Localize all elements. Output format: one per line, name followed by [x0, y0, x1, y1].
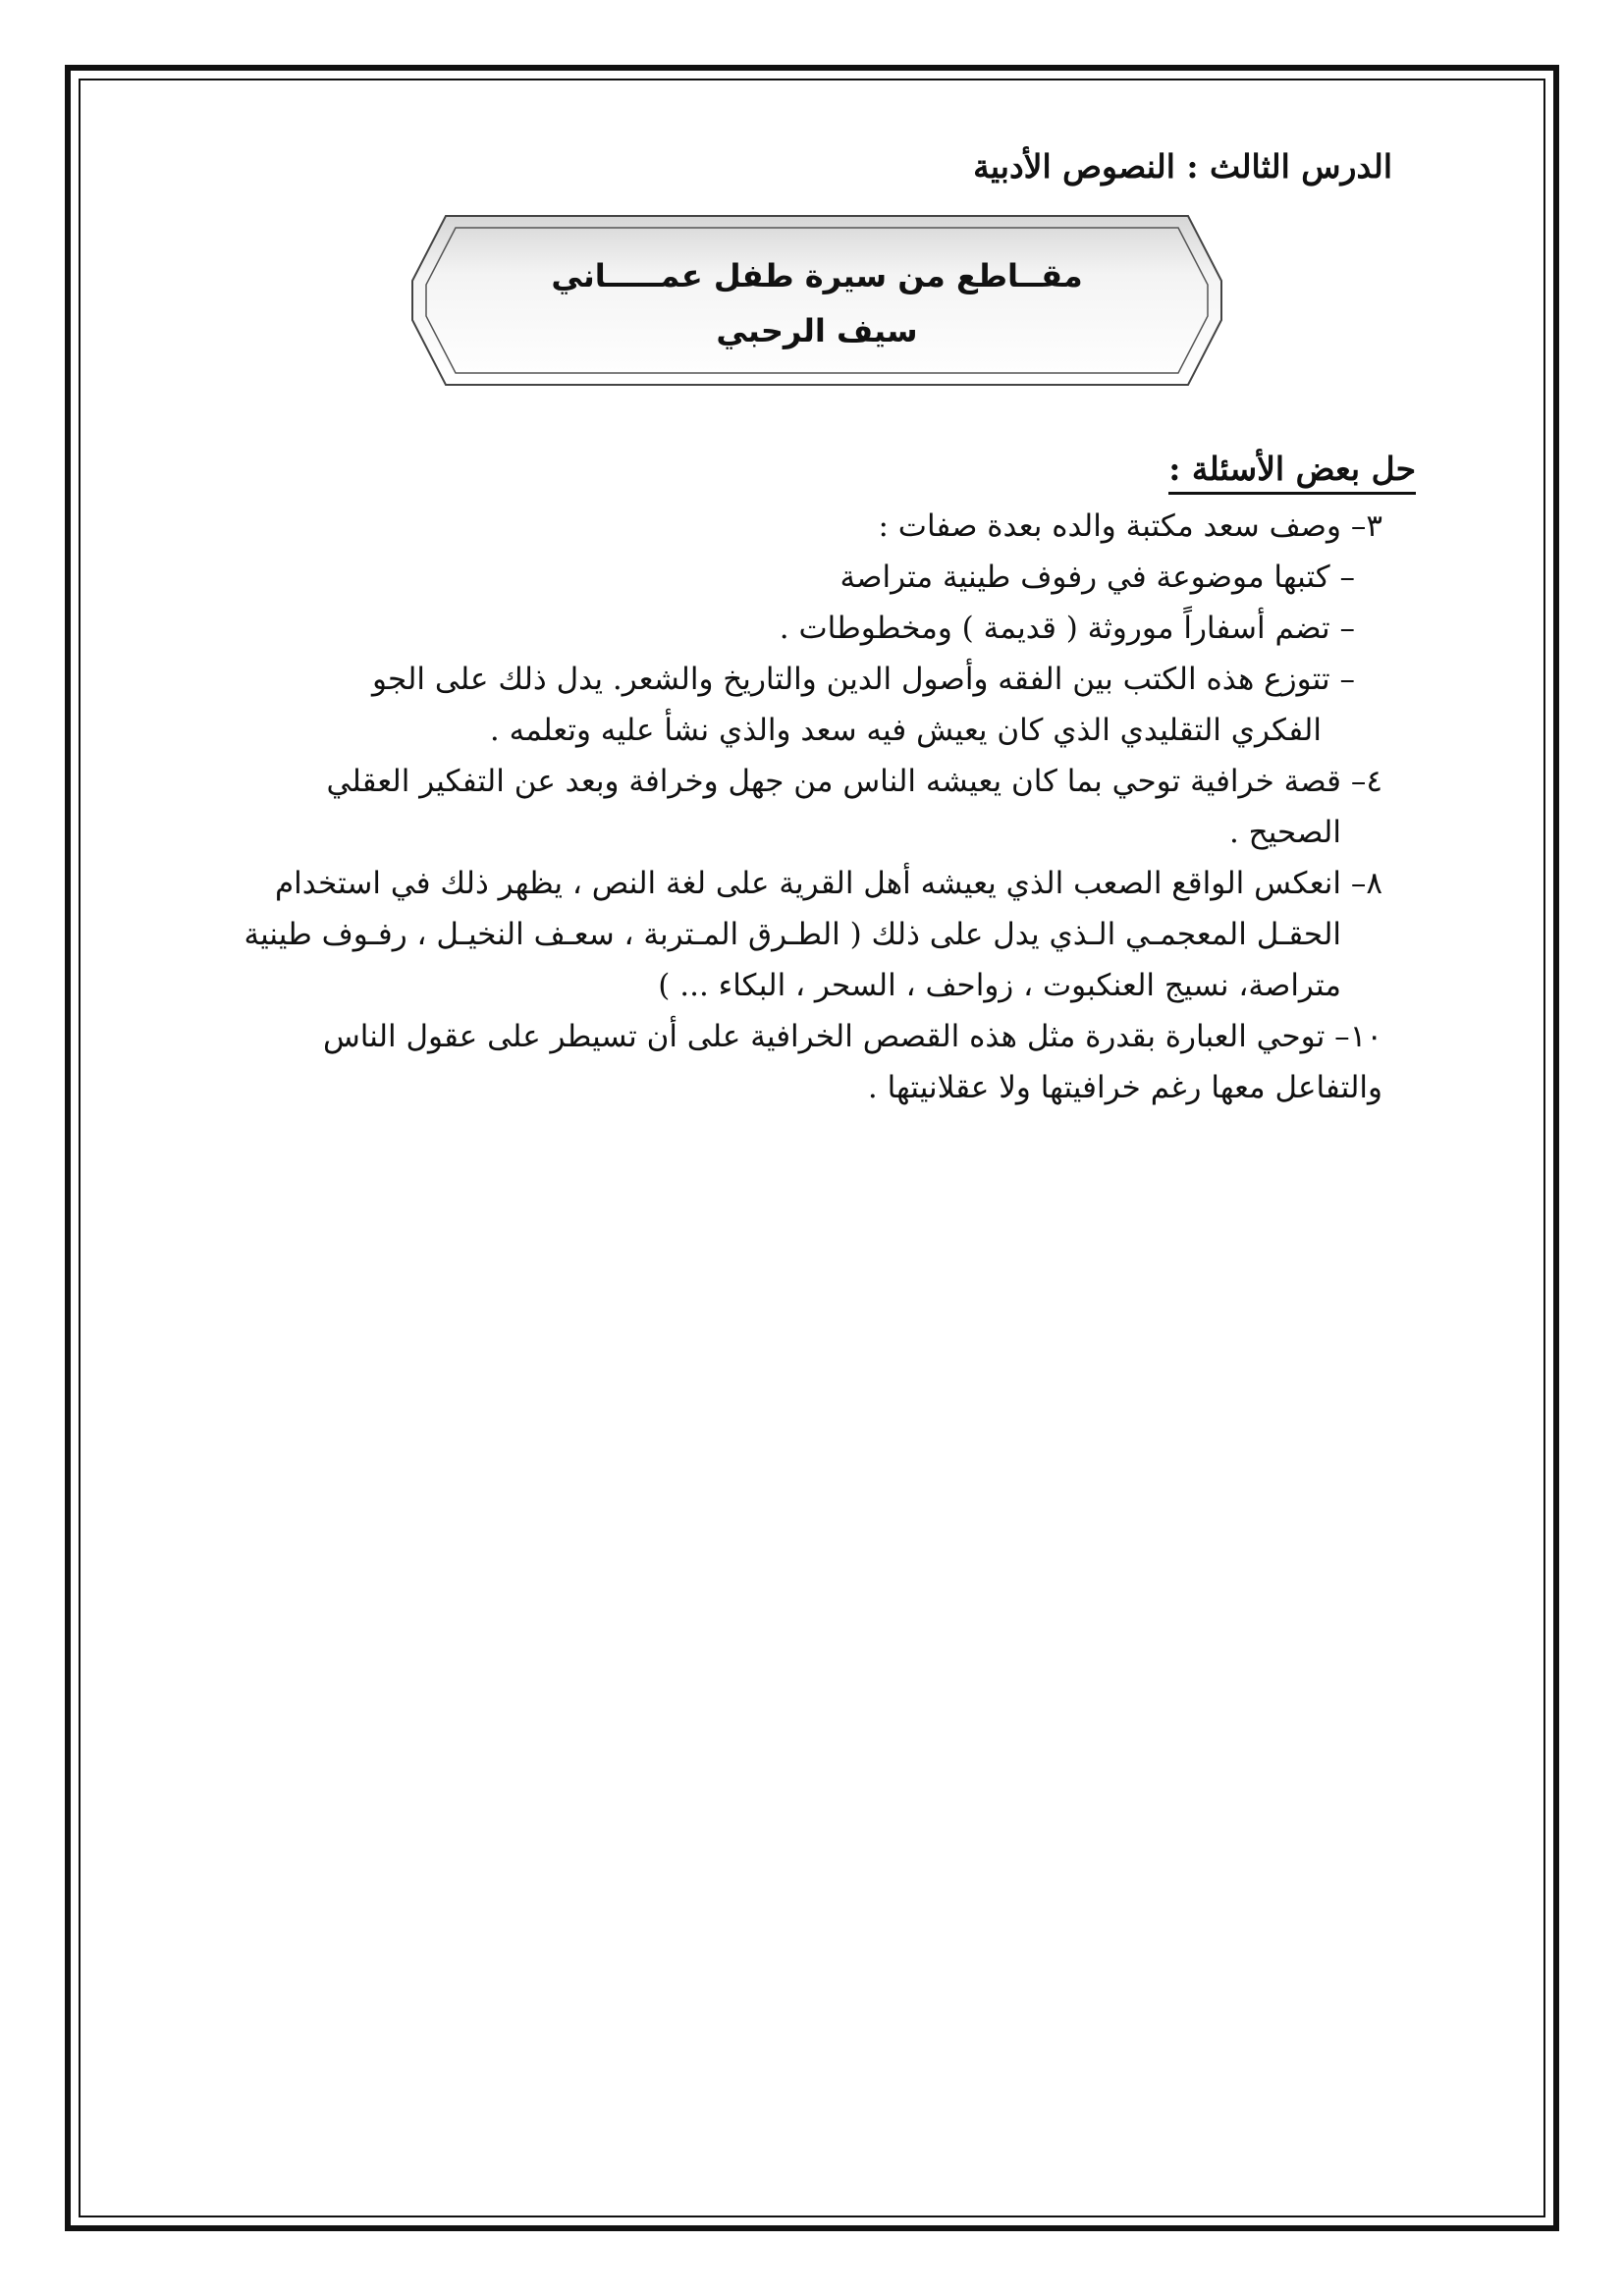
answer-q10 — [283, 1011, 1382, 1113]
answer-q8-line-1: ٨– انعكس الواقع الصعب الذي يعيشه أهل القرية على لغة النص ، يظهر ذلك في استخدام — [274, 866, 1382, 901]
answer-q3-intro: ٣– وصف سعد مكتبة والده بعدة صفات : — [878, 508, 1382, 544]
lesson-title: الدرس الثالث : النصوص الأدبية — [973, 147, 1392, 186]
text-title: مقــاطع من سيرة طفل عمـــــاني — [551, 257, 1083, 294]
title-banner — [410, 212, 1223, 389]
answer-q4-line-1: ٤– قصة خرافية توحي بما كان يعيشه الناس من جهل وخرافة وبعد عن التفكير العقلي — [326, 764, 1382, 799]
answer-q4 — [283, 756, 1382, 858]
answer-q4-line-2: الصحيح . — [1228, 815, 1341, 850]
answer-q3 — [283, 501, 1382, 756]
section-heading: حل بعض الأسئلة : — [1168, 450, 1416, 495]
answer-q3-point-2: – تضم أسفاراً موروثة ( قديمة ) ومخطوطات . — [779, 611, 1355, 646]
page-border-inner — [79, 79, 1545, 2217]
answer-q3-point-3: – تتوزع هذه الكتب بين الفقه وأصول الدين والتاريخ والشعر. يدل ذلك على الجو — [371, 662, 1355, 697]
answer-q8-line-2: الحقـل المعجمـي الـذي يدل على ذلك ( الطـرق المـتربة ، سعـف النخيـل ، رفـوف طينية — [244, 917, 1341, 952]
answer-q10-line-1: ١٠– توحي العبارة بقدرة مثل هذه القصص الخرافية على أن تسيطر على عقول الناس — [322, 1019, 1382, 1054]
title-banner-shape — [410, 212, 1223, 389]
answer-q10-line-2: والتفاعل معها رغم خرافيتها ولا عقلانيتها . — [867, 1070, 1382, 1105]
answer-q8-line-3: متراصة، نسيج العنكبوت ، زواحف ، السحر ، البكاء ... ) — [658, 968, 1341, 1003]
answer-q3-point-3-cont: الفكري التقليدي الذي كان يعيش فيه سعد والذي نشأ عليه وتعلمه . — [489, 713, 1322, 748]
answer-q8 — [244, 858, 1382, 1011]
text-author: سيف الرحبي — [716, 312, 918, 349]
answers-list — [244, 501, 1382, 1113]
answer-q3-point-1: – كتبها موضوعة في رفوف طينية متراصة — [839, 560, 1355, 595]
